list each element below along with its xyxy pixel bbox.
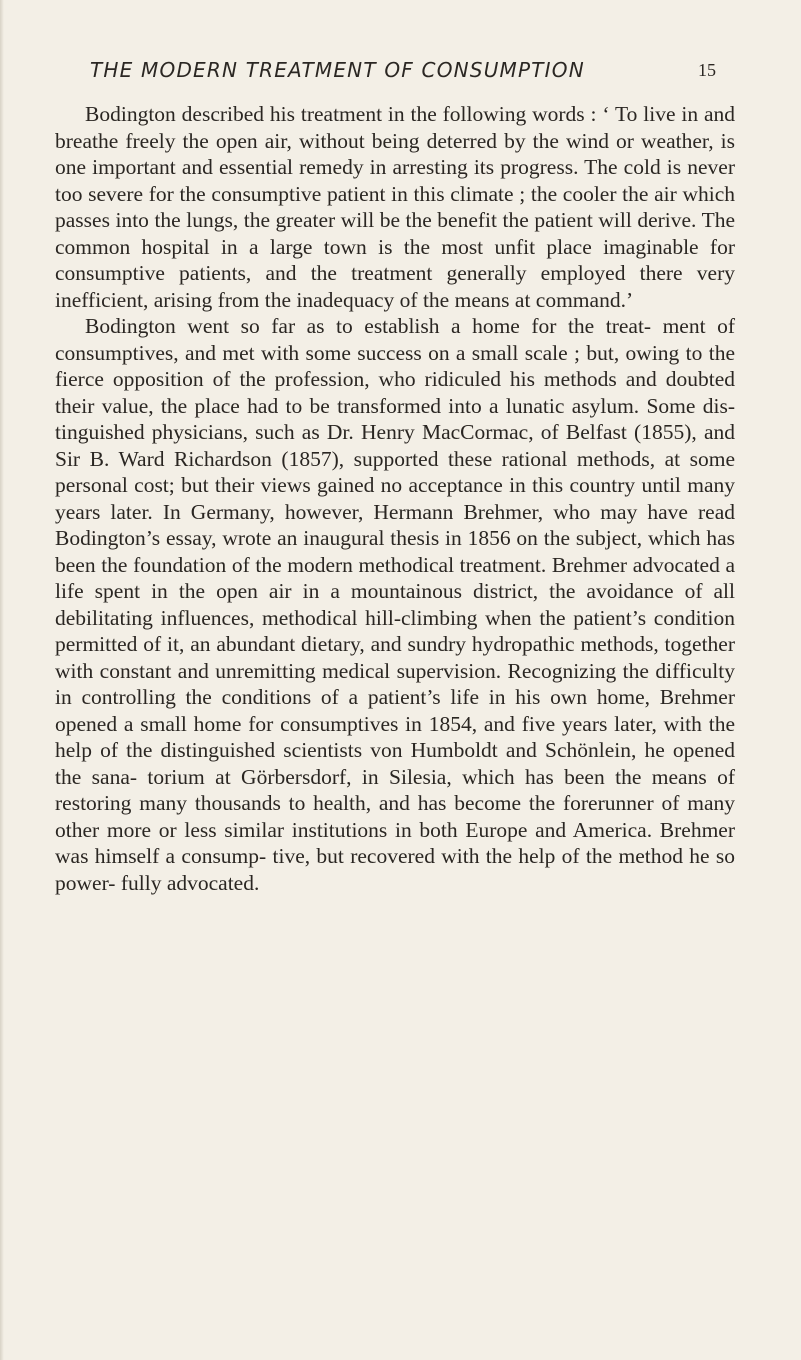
body-text [55,101,735,896]
running-title: THE MODERN TREATMENT OF CONSUMPTION [90,58,585,82]
paragraph-brehmer-history: Bodington went so far as to establish a home for the treat- ment of consumptives, and met with some success on a small scale ; but, owing to the fierce opposition of the profession, who ridiculed his methods and doubted their value, the place had to be transformed into a lunatic asylum. Some dis- tinguished physicians, such as Dr. Henry MacCormac, of Belfast (1855), and Sir B. Ward Richardson (1857), supported these rational methods, at some personal cost; but their views gained no acceptance in this country until many years later. In Germany, however, Hermann Brehmer, who may have read Bodington’s essay, wrote an inaugural thesis in 1856 on the subject, which has been the foundation of the modern methodical treatment. Brehmer advocated a life spent in the open air in a mountainous district, the avoidance of all debilitating influences, methodical hill-climbing when the patient’s condition permitted of it, an abundant dietary, and sundry hydropathic methods, together with constant and unremitting medical supervision. Recognizing the difficulty in controlling the conditions of a patient’s life in his own home, Brehmer opened a small home for consumptives in 1854, and five years later, with the help of the distinguished scientists von Humboldt and Schönlein, he opened the sana- torium at Görbersdorf, in Silesia, which has been the means of restoring many thousands to health, and has become the forerunner of many other more or less similar institutions in both Europe and America. Brehmer was himself a consump- tive, but recovered with the help of the method he so power- fully advocated. [55,314,735,895]
paragraph-bodington-quote: Bodington described his treatment in the following words : ‘ To live in and breathe freely the open air, without being deterred by the wind or weather, is one important and essential remedy in arresting its progress. The cold is never too severe for the consumptive patient in this climate ; the cooler the air which passes into the lungs, the greater will be the benefit the patient will derive. The common hospital in a large town is the most unfit place imaginable for consumptive patients, and the treatment generally employed there very inefficient, arising from the inadequacy of the means at command.’ [55,102,735,312]
page-binding-edge [0,0,4,1360]
running-head [90,58,716,88]
page-number: 15 [698,60,716,80]
